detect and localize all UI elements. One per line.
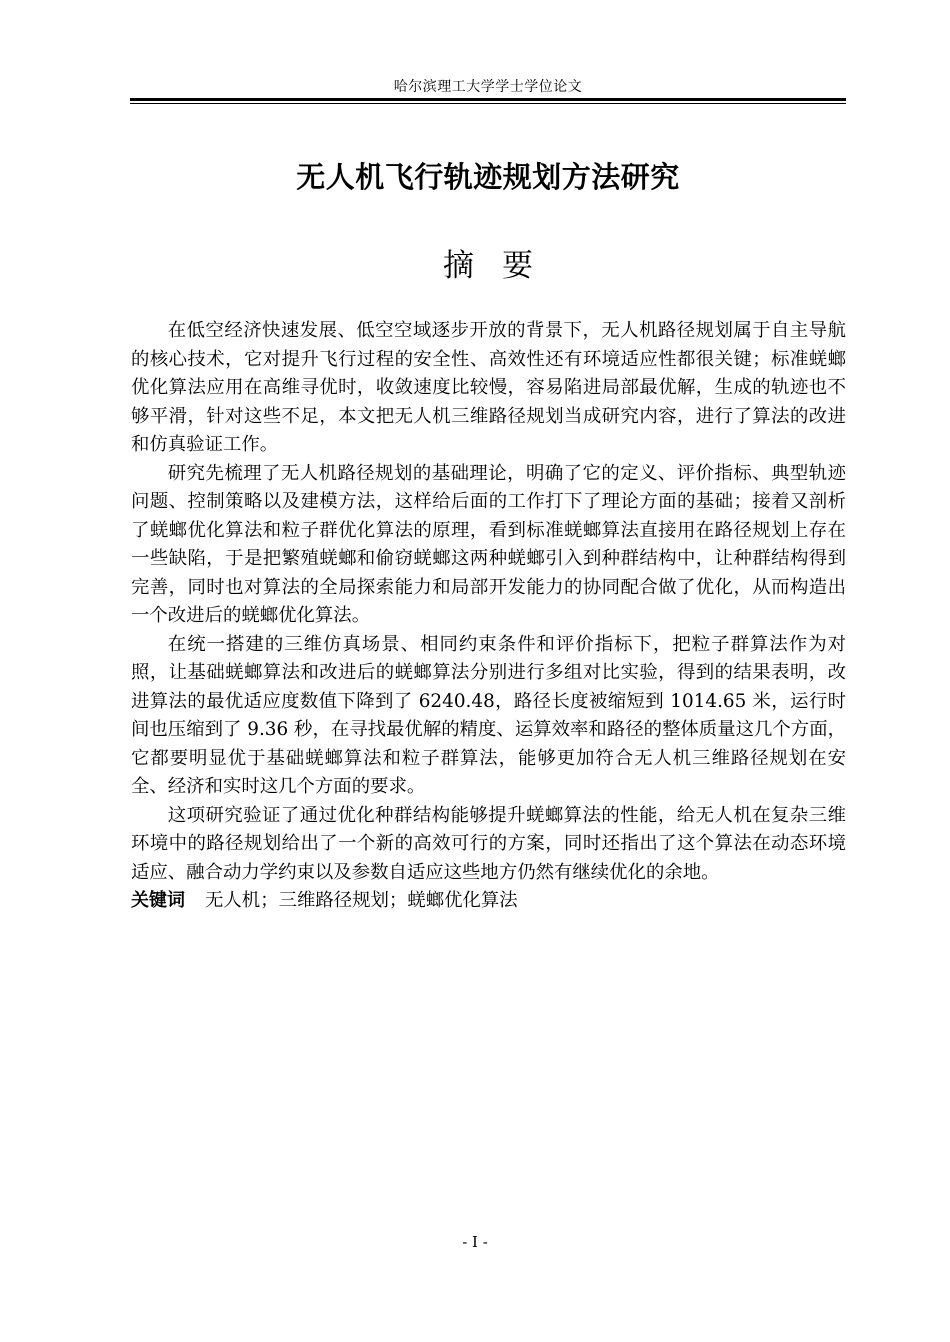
keywords-value: 无人机；三维路径规划；蜣螂优化算法 <box>205 890 518 911</box>
abstract-paragraph-3: 在统一搭建的三维仿真场景、相同约束条件和评价指标下，把粒子群算法作为对照，让基础蜣螂算法和改进后的蜣螂算法分别进行多组对比实验，得到的结果表明，改进算法的最优适应度数值下降到了 6240.48，路径长度被缩短到 1014.65 米，运行时间也压缩到了 9.36 秒，在寻找最优解的精度、运算效率和路径的整体质量这几个方面，它都要明显优于基础蜣螂算法和粒子群算法，能够更加符合无人机三维路径规划在安全、经济和实时这几个方面的要求。 <box>131 633 846 797</box>
keywords-label: 关键词 <box>131 890 185 911</box>
abstract-paragraph-2: 研究先梳理了无人机路径规划的基础理论，明确了它的定义、评价指标、典型轨迹问题、控制策略以及建模方法，这样给后面的工作打下了理论方面的基础；接着又剖析了蜣螂优化算法和粒子群优化算法的原理，看到标准蜣螂算法直接用在路径规划上存在一些缺陷，于是把繁殖蜣螂和偷窃蜣螂这两种蜣螂引入到种群结构中，让种群结构得到完善，同时也对算法的全局探索能力和局部开发能力的协同配合做了优化，从而构造出一个改进后的蜣螂优化算法。 <box>131 462 846 626</box>
header-rule-thick <box>130 98 846 101</box>
keywords-line <box>131 887 846 916</box>
header-rule-thin <box>130 103 846 104</box>
abstract-body <box>131 317 846 916</box>
abstract-paragraph-4: 这项研究验证了通过优化种群结构能够提升蜣螂算法的性能，给无人机在复杂三维环境中的路径规划给出了一个新的高效可行的方案，同时还指出了这个算法在动态环境适应、融合动力学约束以及参数自适应这些地方仍然有继续优化的余地。 <box>131 804 846 883</box>
abstract-paragraph-1: 在低空经济快速发展、低空空域逐步开放的背景下，无人机路径规划属于自主导航的核心技术，它对提升飞行过程的安全性、高效性还有环境适应性都很关键；标准蜣螂优化算法应用在高维寻优时，收敛速度比较慢，容易陷进局部最优解，生成的轨迹也不够平滑，针对这些不足，本文把无人机三维路径规划当成研究内容，进行了算法的改进和仿真验证工作。 <box>131 320 846 455</box>
running-header: 哈尔滨理工大学学士学位论文 <box>393 79 583 95</box>
thesis-title: 无人机飞行轨迹规划方法研究 <box>296 160 680 194</box>
abstract-heading: 摘要 <box>443 248 561 284</box>
page-number: - I - <box>462 1233 488 1251</box>
